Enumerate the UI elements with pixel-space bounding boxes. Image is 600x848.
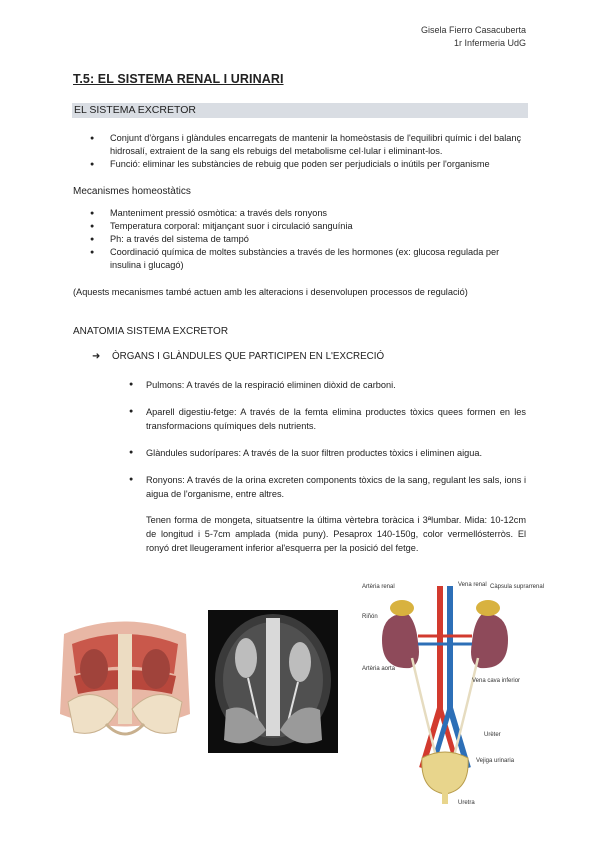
excretor-bullets: [90, 132, 528, 171]
list-item: ● Glàndules sudorípares: A través de la suor filtren productes tòxics i eliminen aigua.: [146, 446, 526, 460]
arrow-right-icon: ➜: [92, 351, 101, 362]
label-urater: Urèter: [484, 732, 501, 738]
ct-scan-image: [208, 610, 338, 753]
organs-subheading-text: ÒRGANS I GLÀNDULES QUE PARTICIPEN EN L'EXCRECIÓ: [112, 351, 385, 362]
kidney-description: Tenen forma de mongeta, situatsentre la última vèrtebra toràcica i 3ªlumbar. Mida: 10-12cm de longitud i 5-7cm amplada (mida puny). Pesaprox 140-150g, color vermellósterròs. El ronyó dret lleugerament inferior al'esquerra per la posició del fetge.: [146, 515, 526, 553]
list-item: ● Temperatura corporal: mitjançant suor i circulació sanguínia: [90, 220, 528, 233]
list-item: ● Ronyons: A través de la orina excreten components tòxics de la sang, regulant les sals, ions i aigua de l'organisme, entre altres.: [146, 473, 526, 501]
page-header: [421, 24, 526, 50]
section-heading-excretor: EL SISTEMA EXCRETOR: [72, 103, 528, 118]
list-item: ● Coordinació química de moltes substàncies a través de les hormones (ex: glucosa regulada per insulina i glucagó): [90, 246, 528, 272]
page-title: T.5: EL SISTEMA RENAL I URINARI: [73, 72, 284, 86]
list-item: ● Ph: a través del sistema de tampó: [90, 233, 528, 246]
mechanisms-heading: Mecanismes homeostàtics: [73, 186, 191, 197]
list-item: ● Conjunt d'òrgans i glàndules encarregats de mantenir la homeòstasis de l'equilibri químic i del balanç hidrosalí, extraient de la sang els rebuigs del metabolisme cel·lular i eliminant-los.: [90, 132, 528, 158]
label-rinon: Riñón: [362, 614, 378, 620]
mechanisms-note: (Aquests mecanismes també actuen amb les alteracions i desenvolupen processos de regulació): [73, 287, 468, 297]
label-capsula: Càpsula suprarrenal: [490, 584, 545, 590]
label-uretra: Uretra: [458, 800, 475, 806]
list-item: ● Aparell digestiu-fetge: A través de la femta elimina productes tòxics quees formen en les transformacions químiques dels nutrients.: [146, 405, 526, 433]
kidney-anatomy-illustration: [54, 614, 196, 753]
list-item: ● Pulmons: A través de la respiració eliminen diòxid de carboni.: [146, 378, 526, 392]
list-item: ● Funció: eliminar les substàncies de rebuig que poden ser perjudicials o inútils per l'organisme: [90, 158, 528, 171]
anatomy-heading: ANATOMIA SISTEMA EXCRETOR: [73, 326, 229, 337]
label-vena-cava: Vena cava inferior: [472, 678, 521, 684]
course-name: 1r Infermeria UdG: [453, 38, 526, 48]
label-vejiga: Vejiga urinaria: [476, 758, 515, 764]
urinary-system-diagram: [360, 578, 545, 810]
organs-list: [146, 378, 526, 514]
label-vena-renal: Vena renal: [458, 582, 487, 588]
author-name: Gisela Fierro Casacuberta: [420, 25, 526, 35]
organs-subheading: [92, 351, 384, 362]
label-arteria-aorta: Artèria aorta: [362, 666, 396, 672]
mechanisms-bullets: [90, 207, 528, 272]
label-arteria-renal: Artèria renal: [362, 584, 395, 590]
list-item: ● Manteniment pressió osmòtica: a través dels ronyons: [90, 207, 528, 220]
